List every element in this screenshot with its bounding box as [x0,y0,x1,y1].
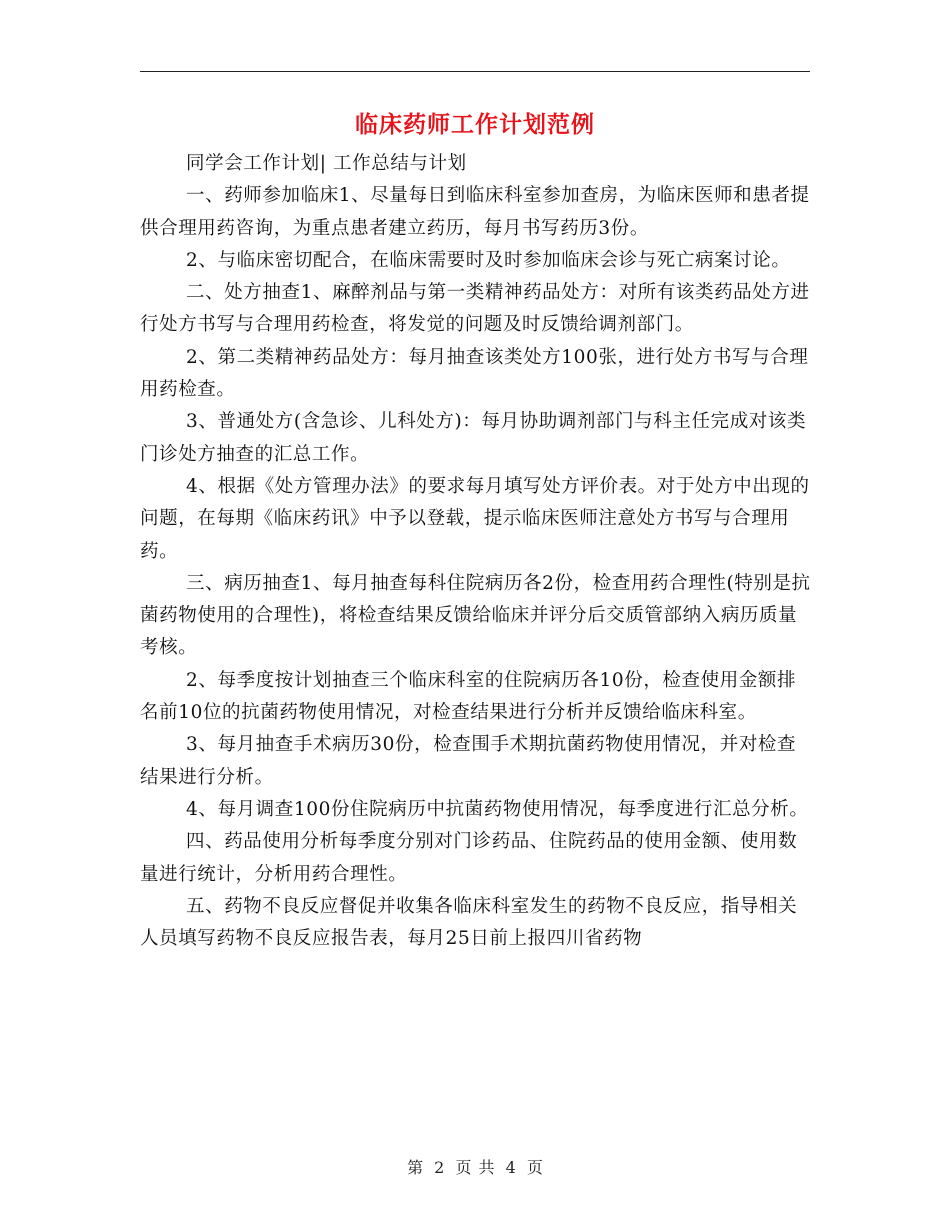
paragraph: 2、与临床密切配合，在临床需要时及时参加临床会诊与死亡病案讨论。 [186,249,791,271]
paragraph: 二、处方抽查1、麻醉剂品与第一类精神药品处方：对所有该类药品处方进行处方书写与合理用药检查，将发觉的问题及时反馈给调剂部门。 [140,282,810,336]
footer-page-total: 4 [505,1158,516,1177]
paragraph-subtitle: 同学会工作计划| 工作总结与计划 [186,153,467,174]
paragraph: 4、根据《处方管理办法》的要求每月填写处方评价表。对于处方中出现的问题，在每期《临床药讯》中予以登载，提示临床医师注意处方书写与合理用药。 [140,475,810,562]
paragraph: 一、药师参加临床1、尽量每日到临床科室参加查房，为临床医师和患者提供合理用药咨询，为重点患者建立药历，每月书写药历3份。 [140,185,810,239]
document-body [140,148,812,955]
paragraph: 四、药品使用分析每季度分别对门诊药品、住院药品的使用金额、使用数量进行统计，分析用药合理性。 [140,831,798,885]
paragraph: 五、药物不良反应督促并收集各临床科室发生的药物不良反应，指导相关人员填写药物不良反应报告表，每月25日前上报四川省药物 [140,895,798,950]
paragraph: 3、普通处方(含急诊、儿科处方)：每月协助调剂部门与科主任完成对该类门诊处方抽查的汇总工作。 [140,411,807,465]
document-title: 临床药师工作计划范例 [355,111,595,138]
paragraph: 4、每月调查100份住院病历中抗菌药物使用情况，每季度进行汇总分析。 [186,798,809,820]
header-rule [140,71,810,72]
paragraph: 三、病历抽查1、每月抽查每科住院病历各2份，检查用药合理性(特别是抗菌药物使用的合理性)，将检查结果反馈给临床并评分后交质管部纳入病历质量考核。 [140,572,811,659]
footer-page-prefix: 第 [407,1158,424,1177]
footer-page-middle: 页 共 [455,1158,495,1177]
paragraph: 2、每季度按计划抽查三个临床科室的住院病历各10份，检查使用金额排名前10位的抗菌药物使用情况，对检查结果进行分析并反馈给临床科室。 [140,669,797,724]
footer-page-suffix: 页 [526,1158,543,1177]
paragraph: 2、第二类精神药品处方：每月抽查该类处方100张，进行处方书写与合理用药检查。 [140,346,809,401]
paragraph: 3、每月抽查手术病历30份，检查围手术期抗菌药物使用情况，并对检查结果进行分析。 [140,734,797,788]
page-footer [0,1155,950,1178]
footer-page-number: 2 [434,1158,445,1177]
